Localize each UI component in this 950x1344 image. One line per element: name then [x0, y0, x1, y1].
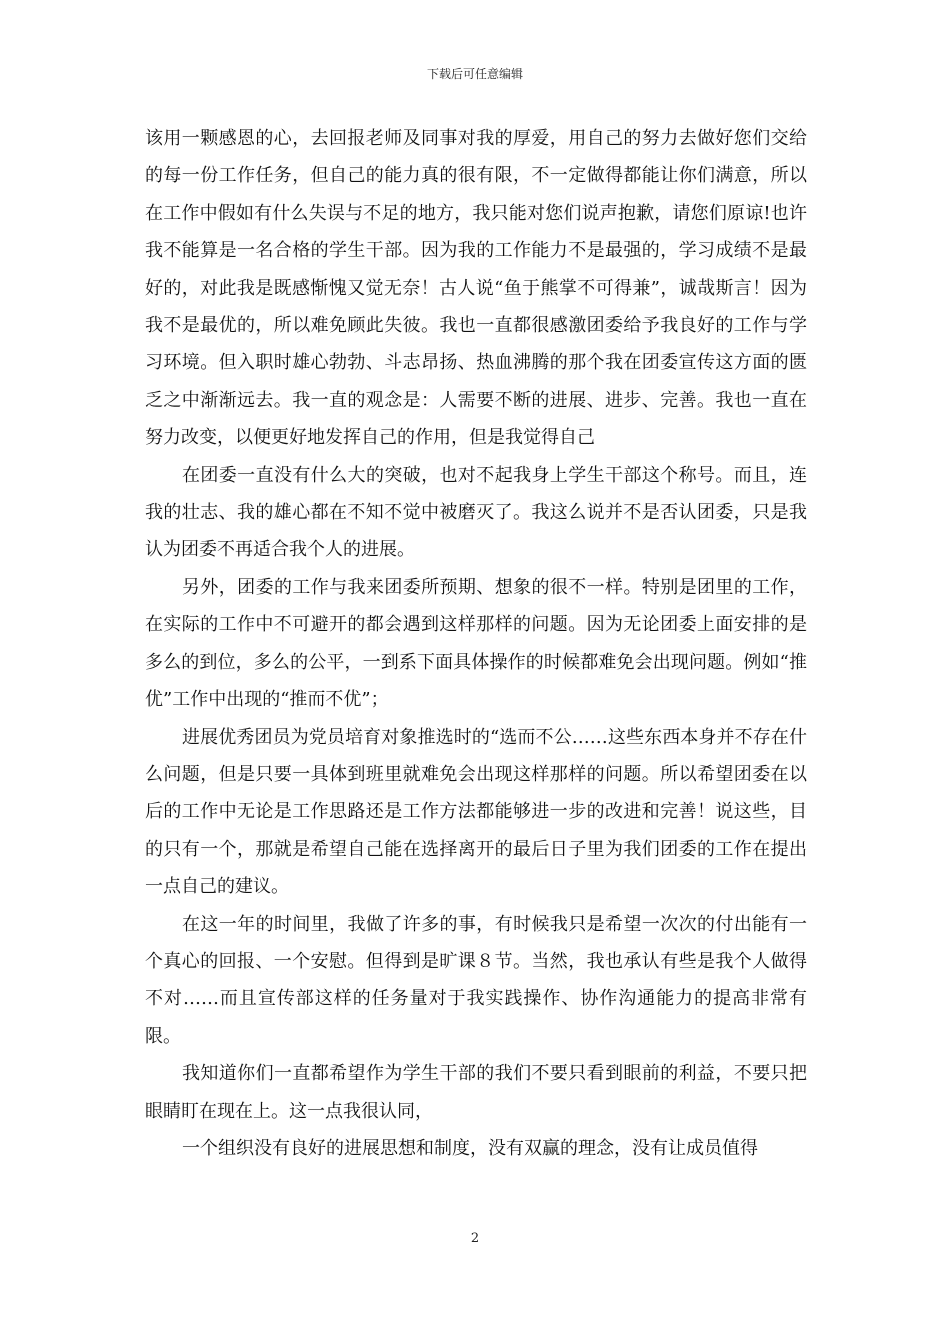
- document-body: [145, 120, 807, 1167]
- paragraph-1: 该用一颗感恩的心，去回报老师及同事对我的厚爱，用自己的努力去做好您们交给的每一份工作任务，但自己的能力真的很有限，不一定做得都能让你们满意，所以在工作中假如有什么失误与不足的地方，我只能对您们说声抱歉，请您们原谅!也许我不能算是一名合格的学生干部。因为我的工作能力不是最强的，学习成绩不是最好的，对此我是既感惭愧又觉无奈！古人说“鱼于熊掌不可得兼”，诚哉斯言！因为我不是最优的，所以难免顾此失彼。我也一直都很感激团委给予我良好的工作与学习环境。但入职时雄心勃勃、斗志昂扬、热血沸腾的那个我在团委宣传这方面的匮乏之中渐渐远去。我一直的观念是：人需要不断的进展、进步、完善。我也一直在努力改变，以便更好地发挥自己的作用，但是我觉得自己: [145, 128, 807, 449]
- paragraph-6: 我知道你们一直都希望作为学生干部的我们不要只看到眼前的利益，不要只把眼睛盯在现在上。这一点我很认同，: [145, 1063, 807, 1122]
- page-number: 2: [470, 1231, 480, 1246]
- paragraph-3: 另外，团委的工作与我来团委所预期、想象的很不一样。特别是团里的工作，在实际的工作中不可避开的都会遇到这样那样的问题。因为无论团委上面安排的是多么的到位，多么的公平，一到系下面具体操作的时候都难免会出现问题。例如“推优”工作中出现的“推而不优”；: [145, 576, 807, 711]
- paragraph-5: 在这一年的时间里，我做了许多的事，有时候我只是希望一次次的付出能有一个真心的回报、一个安慰。但得到是旷课８节。当然，我也承认有些是我个人做得不对……而且宣传部这样的任务量对于我实践操作、协作沟通能力的提高非常有限。: [145, 913, 807, 1047]
- page-header: 下载后可任意编辑: [426, 67, 523, 81]
- paragraph-4: 进展优秀团员为党员培育对象推选时的“选而不公……这些东西本身并不存在什么问题，但是只要一具体到班里就难免会出现这样那样的问题。所以希望团委在以后的工作中无论是工作思路还是工作方法都能够进一步的改进和完善！说这些，目的只有一个，那就是希望自己能在选择离开的最后日子里为我们团委的工作在提出一点自己的建议。: [145, 726, 807, 898]
- paragraph-7: 一个组织没有良好的进展思想和制度，没有双赢的理念，没有让成员值得: [182, 1137, 758, 1159]
- paragraph-2: 在团委一直没有什么大的突破，也对不起我身上学生干部这个称号。而且，连我的壮志、我的雄心都在不知不觉中被磨灭了。我这么说并不是否认团委，只是我认为团委不再适合我个人的进展。: [145, 464, 807, 561]
